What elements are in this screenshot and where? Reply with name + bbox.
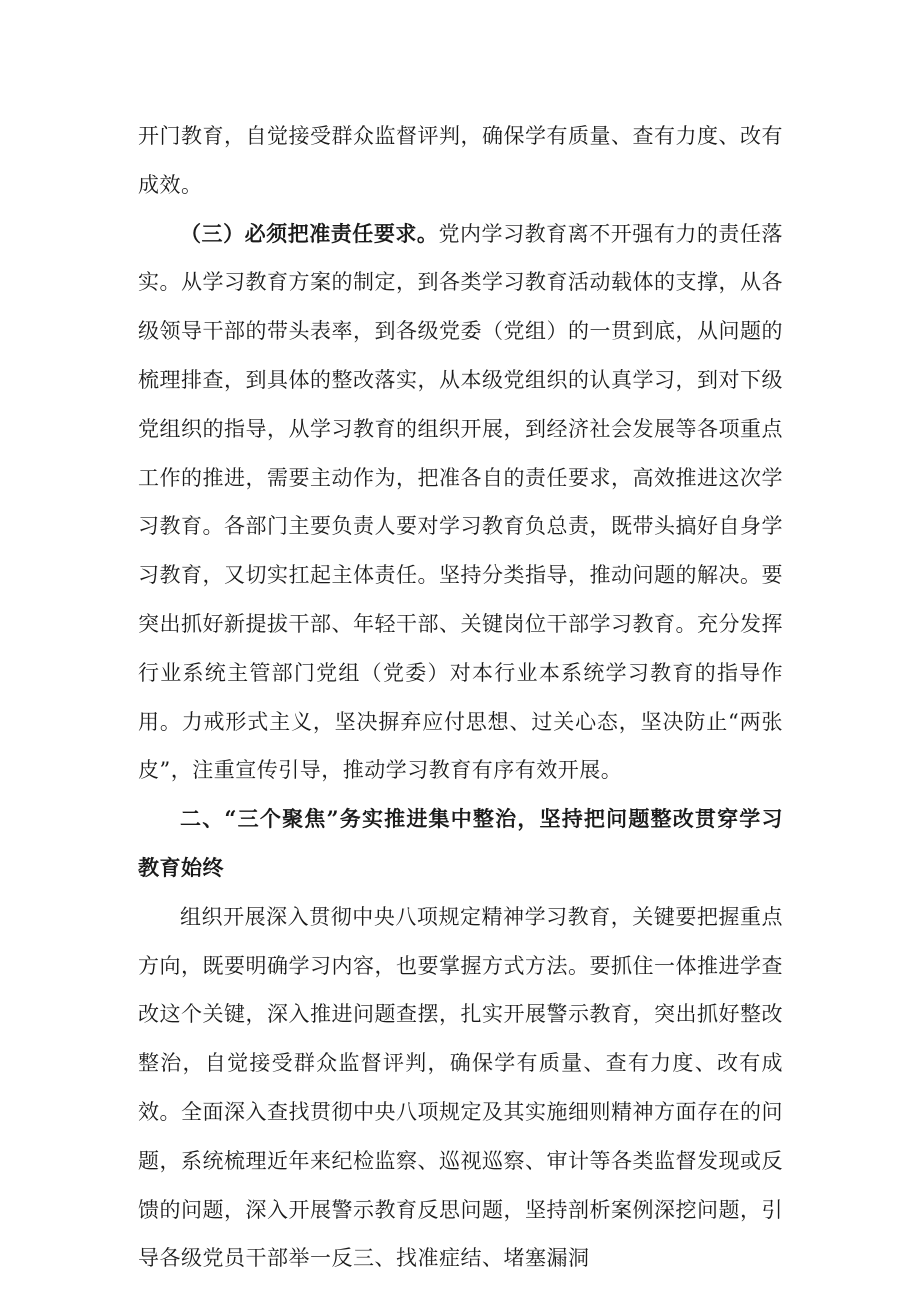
section-three-lead: （三）必须把准责任要求。 [180,220,439,246]
document-body [138,112,783,1283]
paragraph-continuation: 开门教育，自觉接受群众监督评判，确保学有质量、查有力度、改有成效。 [138,124,783,197]
paragraph-final: 组织开展深入贯彻中央八项规定精神学习教育，关键要把握重点方向，既要明确学习内容，也要掌握方式方法。要抓住一体推进学查改这个关键，深入推进问题查摆，扎实开展警示教育，突出抓好整改整治，自觉接受群众监督评判，确保学有质量、查有力度、改有成效。全面深入查找贯彻中央八项规定及其实施细则精神方面存在的问题，系统梳理近年来纪检监察、巡视巡察、审计等各类监督发现或反馈的问题，深入开展警示教育反思问题，坚持剖析案例深挖问题，引导各级党员干部举一反三、找准症结、堵塞漏洞 [138,904,783,1271]
paragraph-section-three [138,210,783,796]
section-heading-two: 二、“三个聚焦”务实推进集中整治，坚持把问题整改贯穿学习教育始终 [138,806,783,880]
section-three-body: 党内学习教育离不开强有力的责任落实。从学习教育方案的制定，到各类学习教育活动载体的支撑，从各级领导干部的带头表率，到各级党委（党组）的一贯到底，从问题的梳理排查，到具体的整改落实，从本级党组织的认真学习，到对下级党组织的指导，从学习教育的组织开展，到经济社会发展等各项重点工作的推进，需要主动作为，把准各自的责任要求，高效推进这次学习教育。各部门主要负责人要对学习教育负总责，既带头搞好自身学习教育，又切实扛起主体责任。坚持分类指导，推动问题的解决。要突出抓好新提拔干部、年轻干部、关键岗位干部学习教育。充分发挥行业系统主管部门党组（党委）对本行业本系统学习教育的指导作用。力戒形式主义，坚决摒弃应付思想、过关心态，坚决防止“两张皮”，注重宣传引导，推动学习教育有序有效开展。 [138,221,784,783]
